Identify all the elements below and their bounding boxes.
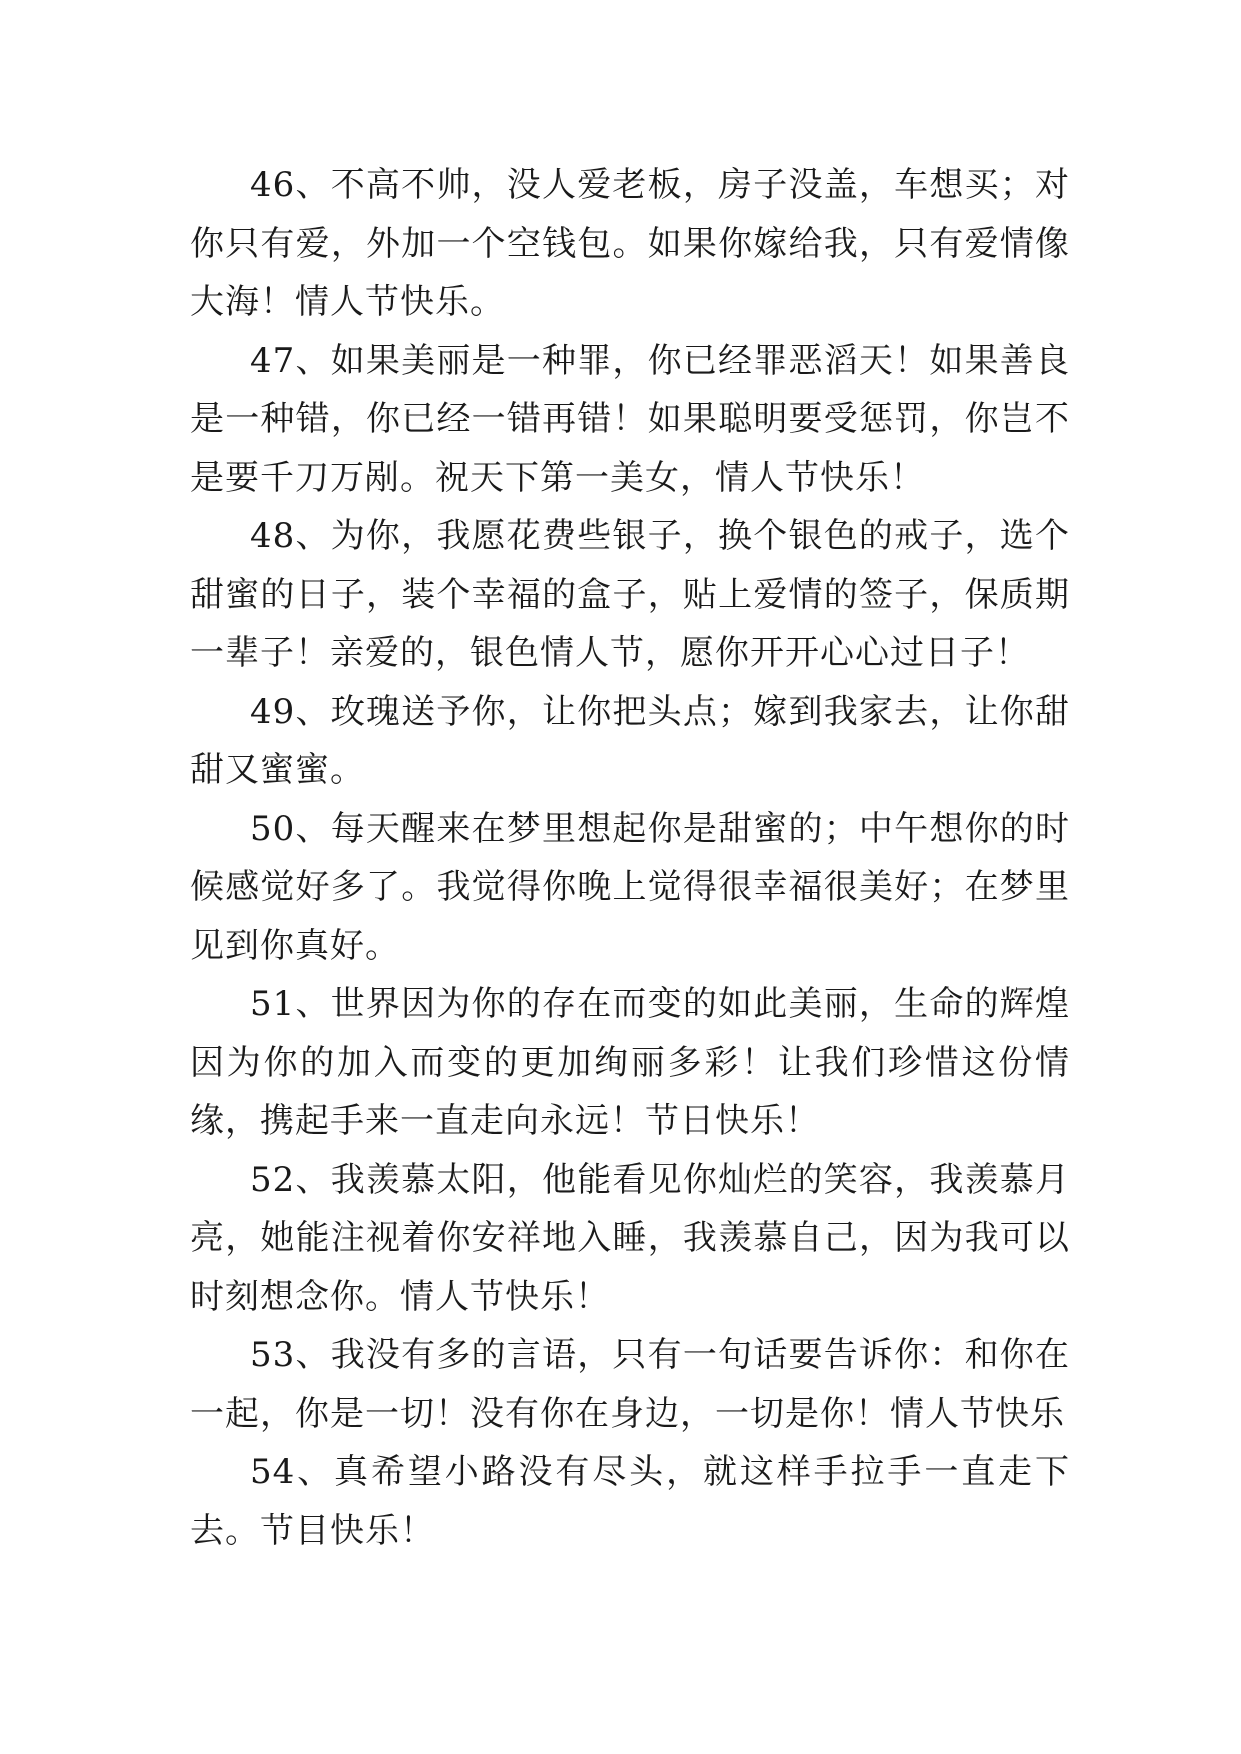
paragraph-49: 49、玫瑰送予你，让你把头点；嫁到我家去，让你甜甜又蜜蜜。 xyxy=(190,691,1070,790)
paragraph-46: 46、不高不帅，没人爱老板，房子没盖，车想买；对你只有爱，外加一个空钱包。如果你嫁给我，只有爱情像大海！情人节快乐。 xyxy=(190,165,1070,322)
paragraph-50: 50、每天醒来在梦里想起你是甜蜜的；中午想你的时候感觉好多了。我觉得你晚上觉得很幸福很美好；在梦里见到你真好。 xyxy=(190,808,1070,966)
paragraph-47: 47、如果美丽是一种罪，你已经罪恶滔天！如果善良是一种错，你已经一错再错！如果聪明要受惩罚，你岂不是要千刀万剐。祝天下第一美女，情人节快乐！ xyxy=(190,340,1070,498)
paragraph-51: 51、世界因为你的存在而变的如此美丽，生命的辉煌因为你的加入而变的更加绚丽多彩！让我们珍惜这份情缘，携起手来一直走向永远！节日快乐！ xyxy=(190,984,1070,1141)
paragraph-52: 52、我羡慕太阳，他能看见你灿烂的笑容，我羡慕月亮，她能注视着你安祥地入睡，我羡慕自己，因为我可以时刻想念你。情人节快乐！ xyxy=(190,1159,1070,1317)
paragraph-54: 54、真希望小路没有尽头，就这样手拉手一直走下去。节目快乐！ xyxy=(190,1452,1070,1551)
paragraph-53: 53、我没有多的言语，只有一句话要告诉你：和你在一起，你是一切！没有你在身边，一切是你！情人节快乐 xyxy=(190,1335,1070,1434)
document-body xyxy=(190,156,1070,1560)
paragraph-48: 48、为你，我愿花费些银子，换个银色的戒子，选个甜蜜的日子，装个幸福的盒子，贴上爱情的签子，保质期一辈子！亲爱的，银色情人节，愿你开开心心过日子！ xyxy=(190,516,1070,673)
